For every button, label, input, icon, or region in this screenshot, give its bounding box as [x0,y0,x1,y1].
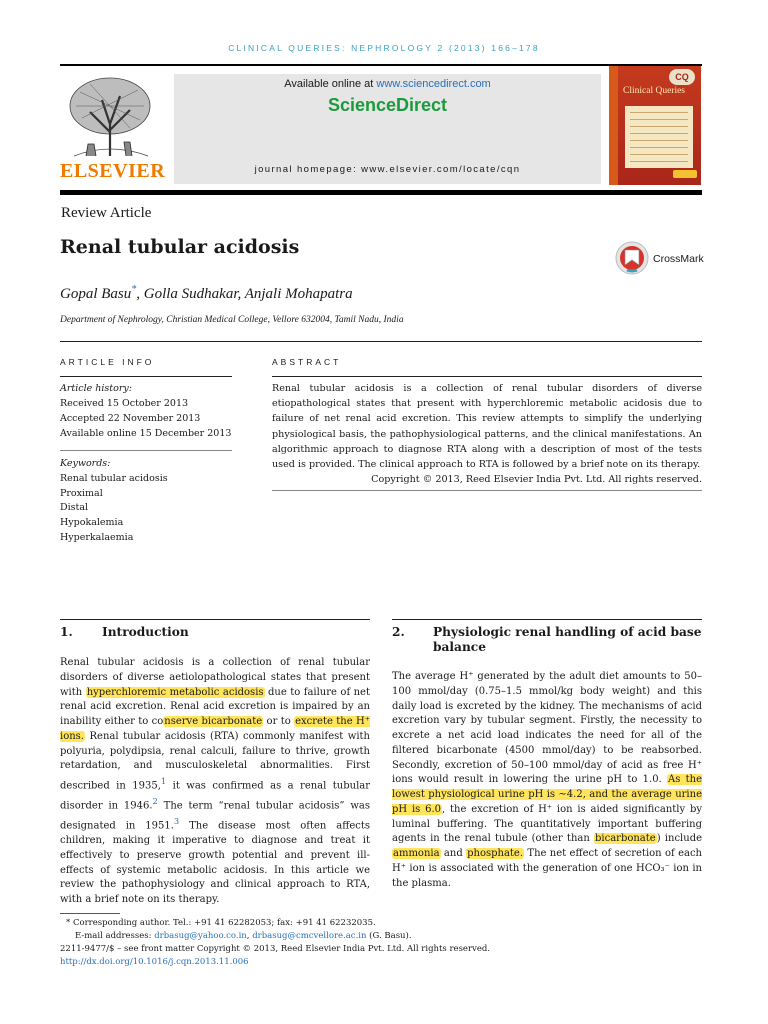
email-link[interactable]: drbasug@yahoo.co.in [154,931,247,941]
journal-homepage[interactable]: journal homepage: www.elsevier.com/locate/cqn [254,164,521,175]
highlight: ammonia [393,848,440,859]
info-rule-top [60,341,702,342]
footnote-rule [60,913,120,914]
highlight: phosphate. [467,848,524,859]
cover-page-image [625,106,693,168]
text-run: The average H⁺ generated by the adult diet amounts to 50–100 mmol/day (0.75–1.5 mmol/kg body weight) and this daily load is excreted by the kidney. The mechanisms of acid excretion vary by tubular segment. Firstly, the necessity to excrete a net acid load indicates the need for all of the filtered bicarbonate (4500 mmol/day) to be reabsorbed. Secondly, excretion of 50–100 mmol/day of acid as free H⁺ ions would result in lowering the urine pH to 1.0. [392,671,702,786]
section1-rule [60,619,370,620]
keyword-item: Renal tubular acidosis [60,473,168,484]
email-label: E-mail addresses: [75,931,155,941]
sciencedirect-title: ScienceDirect [327,95,448,115]
keyword-item: Hypokalemia [60,517,124,528]
sciencedirect-link[interactable]: www.sciencedirect.com [376,78,491,90]
paper-title: Renal tubular acidosis [60,236,300,258]
abstract-rule-bottom [272,490,702,491]
text-run: it was confirmed as a renal tubular disorder in 1946. [60,780,371,812]
text-run: Renal tubular acidosis is a collection of renal tubular disorders of diverse aetiolopathological states that present with [60,657,370,698]
highlight: excrete the H⁺ ions. [60,716,370,742]
cover-spine [609,66,618,185]
issn-line: 2211-9477/$ – see front matter Copyright © 2013, Reed Elsevier India Pvt. Ltd. All rights reserved. [60,944,490,954]
highlight: hyperchloremic metabolic acidosis [86,686,264,698]
doi-link[interactable]: http://dx.doi.org/10.1016/j.cqn.2013.11.006 [60,957,249,967]
history-label: Article history: [60,383,132,394]
cover-badge [673,170,697,178]
section1-number: 1. [60,625,73,639]
article-type: Review Article [61,205,152,221]
section2-body [392,670,702,891]
section2-heading: Physiologic renal handling of acid base balance [433,625,702,654]
email-link[interactable]: drbasug@cmcvellore.ac.in [252,931,367,941]
available-prefix: Available online at [284,78,377,90]
text-run: due to failure of net renal acid excretion. Renal acid excretion is impaired by an inability either to co [60,686,370,727]
highlight: As the lowest physiological urine pH is ∼4.2, and the average urine pH is 6.0 [392,774,702,815]
reference-link[interactable]: 2 [152,796,158,807]
accepted-date: Accepted 22 November 2013 [60,413,201,424]
crossmark-icon[interactable] [614,240,650,276]
text-run: Renal tubular acidosis (RTA) commonly manifest with polyuria, polydipsia, renal calculi, failure to thrive, growth retardation, and musculoskeletal abnormalities. First described in 1935, [60,730,370,792]
reference-link[interactable]: 1 [160,776,167,786]
reference-link[interactable]: 3 [173,816,180,827]
affiliation: Department of Nephrology, Christian Medical College, Vellore 632004, Tamil Nadu, India [60,315,404,325]
article-info-heading: ARTICLE INFO [60,357,155,367]
email-separator: , [246,931,253,941]
text-run: The net effect of secretion of each H⁺ ion is associated with the generation of one HCO₃⁻ ion in the plasma. [392,848,702,889]
text-run: , the excretion of H⁺ ion is aided significantly by luminal buffering. The quantitatively important buffering agents in the renal tubule (other than [392,803,703,845]
keyword-item: Hyperkalaemia [60,532,134,543]
text-run: The term “renal tubular acidosis” was designated in 1951. [60,800,370,832]
corresponding-marker[interactable]: * [131,284,137,295]
abstract-heading: ABSTRACT [272,357,342,367]
authors [60,284,353,303]
abstract [272,381,702,487]
abstract-body: Renal tubular acidosis is a collection of renal tubular disorders of diverse etiopathological states that present with hyperchloremic metabolic acidosis due to failure of net renal acid excretion. This review attempts to simplify the underlying physiological basis, the pathophysiological patterns, and the clinical manifestations. An algorithmic approach to diagnose RTA along with a description of most of the tests used is provided. The clinical approach to RTA is followed by a brief note on its therapy. [272,383,702,471]
elsevier-wordmark: ELSEVIER [60,160,166,182]
received-date: Received 15 October 2013 [60,398,189,409]
section1-heading: Introduction [102,625,189,639]
cover-logo: CQ [669,69,695,85]
text-run: The disease most often affects children, making it imperative to diagnose and treat it effectively to preserve growth potential and prevent ill-effects of systemic metabolic acidosis. In this article we review the pathophysiology and clinical approach to RTA, with a brief note on its therapy. [60,820,370,906]
section2-rule [392,619,702,620]
header-rule-bottom [60,190,702,195]
highlight: bicarbonate [595,833,656,845]
abstract-copyright: Copyright © 2013, Reed Elsevier India Pvt. Ltd. All rights reserved. [371,474,702,486]
abstract-rule [272,376,702,377]
section1-body [60,656,370,908]
keywords-rule [60,450,232,451]
text-run: ) include [656,833,703,845]
text-run: and [440,848,467,859]
email-footnote [75,930,705,943]
author-rest: , Golla Sudhakar, Anjali Mohapatra [136,286,353,302]
journal-cover [609,66,701,185]
cover-title: Clinical Queries [623,86,685,96]
keyword-item: Distal [60,502,89,513]
text-run: or to [263,716,295,727]
email-owner: (G. Basu). [366,931,412,941]
running-head: CLINICAL QUERIES: NEPHROLOGY 2 (2013) 166–178 [228,43,540,53]
header-rule-top [60,64,702,66]
section2-number: 2. [392,625,405,639]
author-first: Gopal Basu [60,286,132,302]
online-date: Available online 15 December 2013 [60,428,232,439]
highlight: nserve bicarbonate [164,716,263,727]
available-online [174,78,601,90]
article-info-rule [60,376,232,377]
keyword-item: Proximal [60,488,103,499]
keywords-label: Keywords: [60,458,111,469]
crossmark-label[interactable]: CrossMark [653,253,704,265]
corresponding-footnote: * Corresponding author. Tel.: +91 41 62282053; fax: +91 41 62232035. [66,918,376,928]
